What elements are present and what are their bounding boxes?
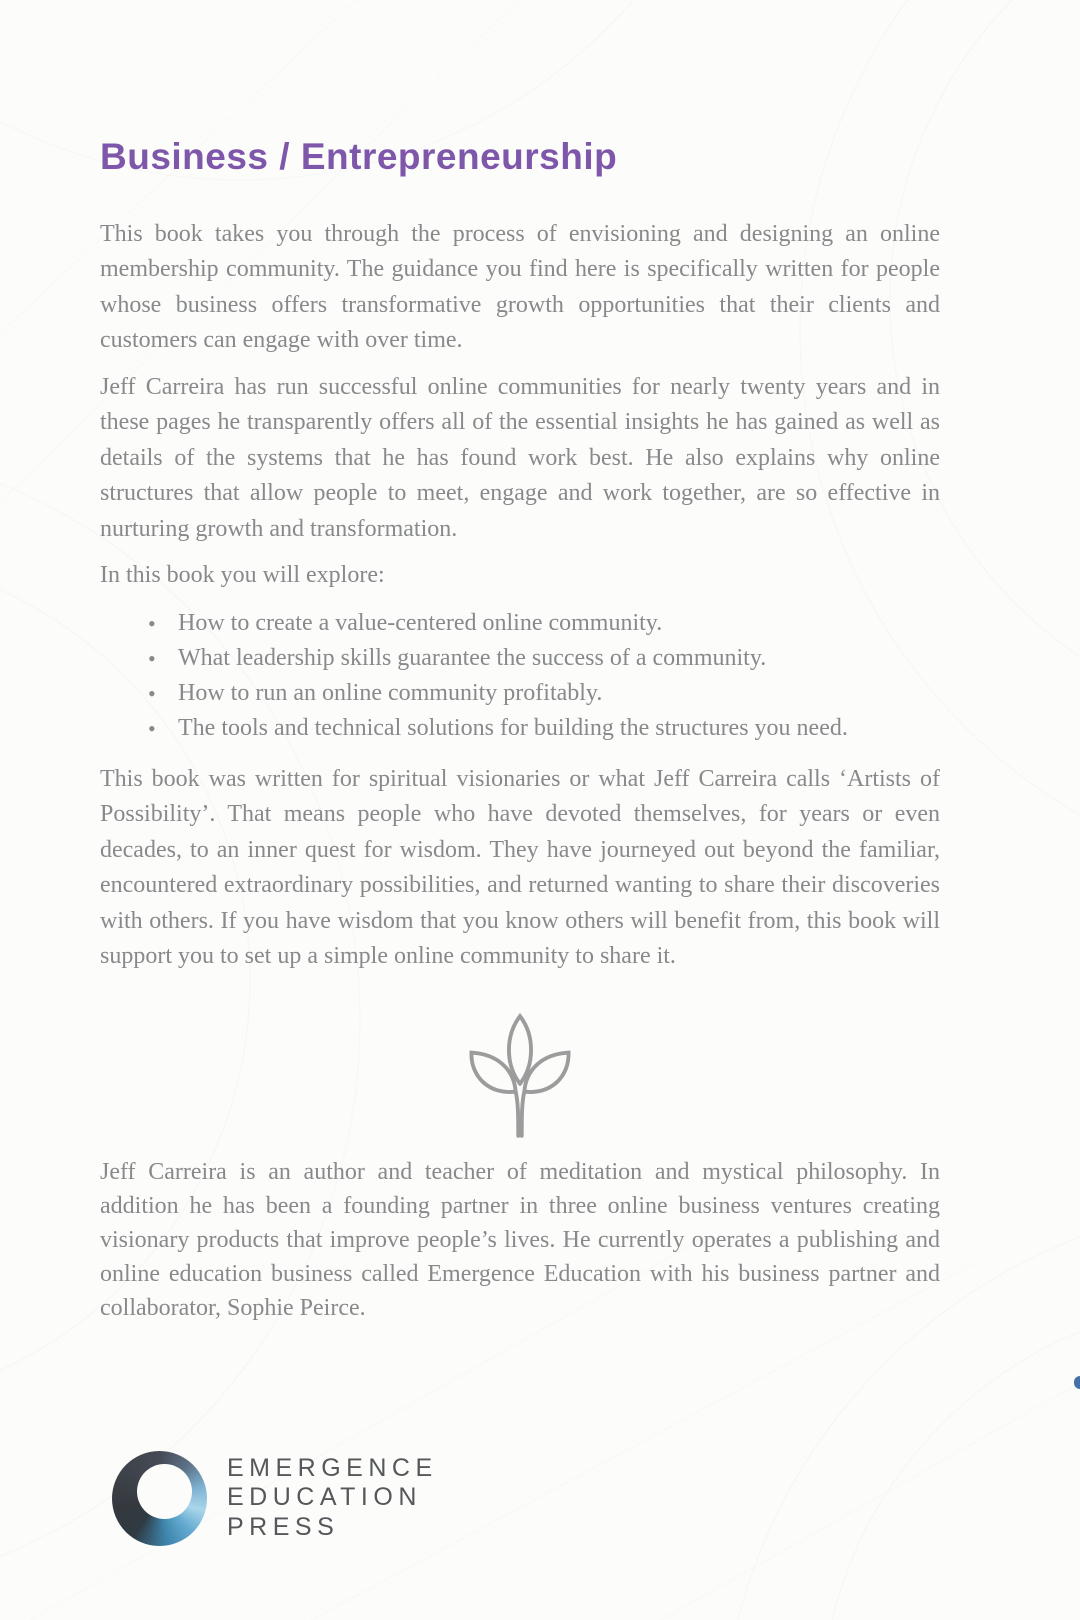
list-item: • How to create a value-centered online community. xyxy=(148,606,940,641)
explore-list xyxy=(100,606,940,747)
publisher-name xyxy=(227,1454,438,1543)
emergence-ring-icon xyxy=(112,1451,207,1546)
list-item: • What leadership skills guarantee the success of a community. xyxy=(148,641,940,676)
list-item: • The tools and technical solutions for building the structures you need. xyxy=(148,711,940,746)
leaf-sprout-icon xyxy=(468,1011,572,1141)
publisher-logo xyxy=(112,1451,940,1546)
intro-paragraph: This book takes you through the process of envisioning and designing an online membership community. The guidance you find here is specifically written for people whose business offers transformative growth opportunities that their clients and customers can engage with over time. xyxy=(100,220,940,354)
closing-paragraph: This book was written for spiritual visionaries or what Jeff Carreira calls ‘Artists of Possibility’. That means people who have devoted themselves, for years or even decades, to an inner quest for wisdom. They have journeyed out beyond the familiar, encountered extraordinary possibilities, and returned wanting to share their discoveries with others. If you have wisdom that you know others will benefit from, this book will support you to set up a simple online community to share it. xyxy=(100,765,940,970)
leaf-decoration xyxy=(100,1011,940,1147)
author-experience-paragraph: Jeff Carreira has run successful online communities for nearly twenty years and in these pages he transparently offers all of the essential insights he has gained as well as details of the systems that he has found work best. He also explains why online structures that allow people to meet, engage and work together, are so effective in nurturing growth and transformation. xyxy=(100,373,940,542)
category-heading: Business / Entrepreneurship xyxy=(100,136,618,177)
explore-intro-line: In this book you will explore: xyxy=(100,562,385,589)
list-item: • How to run an online community profitably. xyxy=(148,676,940,711)
edge-blue-dot xyxy=(1074,1376,1080,1389)
publisher-line: PRESS xyxy=(227,1512,340,1541)
publisher-line: EMERGENCE xyxy=(227,1453,438,1482)
publisher-line: EDUCATION xyxy=(227,1483,422,1512)
author-bio: Jeff Carreira is an author and teacher of meditation and mystical philosophy. In addition he has been a founding partner in three online business ventures creating visionary products that improve people’s lives. He currently operates a publishing and online education business called Emergence Education with his business partner and collaborator, Sophie Peirce. xyxy=(100,1158,940,1321)
